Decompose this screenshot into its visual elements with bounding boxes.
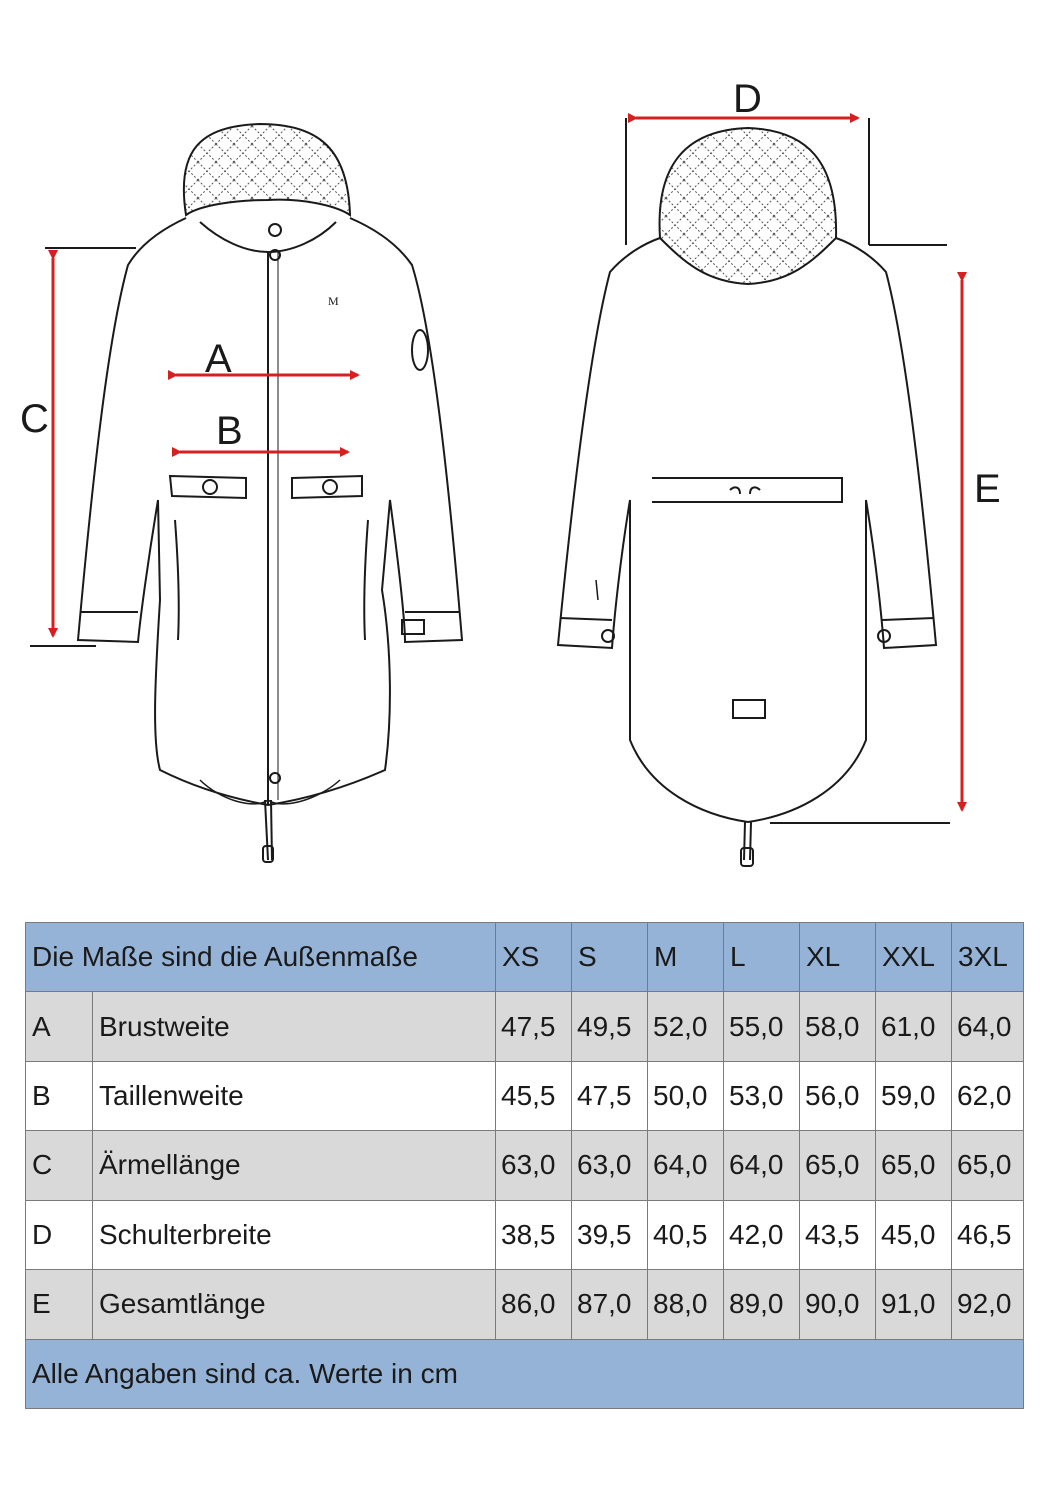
- back-view-parka: [558, 128, 936, 866]
- label-e: E: [974, 467, 1001, 511]
- row-code: A: [26, 992, 93, 1061]
- cell-value: 59,0: [876, 1061, 952, 1130]
- cell-value: 56,0: [800, 1061, 876, 1130]
- label-d: D: [733, 77, 762, 121]
- row-code: C: [26, 1131, 93, 1200]
- row-name: Ärmellänge: [93, 1131, 496, 1200]
- cell-value: 47,5: [496, 992, 572, 1061]
- row-code: E: [26, 1270, 93, 1339]
- cell-value: 92,0: [952, 1270, 1024, 1339]
- size-xxl: XXL: [876, 923, 952, 992]
- cell-value: 61,0: [876, 992, 952, 1061]
- cell-value: 55,0: [724, 992, 800, 1061]
- cell-value: 88,0: [648, 1270, 724, 1339]
- cell-value: 91,0: [876, 1270, 952, 1339]
- cell-value: 45,5: [496, 1061, 572, 1130]
- cell-value: 89,0: [724, 1270, 800, 1339]
- cell-value: 64,0: [724, 1131, 800, 1200]
- row-name: Gesamtlänge: [93, 1270, 496, 1339]
- front-body-outline: [78, 218, 462, 805]
- cell-value: 50,0: [648, 1061, 724, 1130]
- cell-value: 65,0: [952, 1131, 1024, 1200]
- size-header-row: [26, 923, 1024, 992]
- size-l: L: [724, 923, 800, 992]
- cell-value: 52,0: [648, 992, 724, 1061]
- cell-value: 65,0: [800, 1131, 876, 1200]
- cell-value: 90,0: [800, 1270, 876, 1339]
- footer-note: Alle Angaben sind ca. Werte in cm: [26, 1339, 1024, 1408]
- cell-value: 58,0: [800, 992, 876, 1061]
- size-xs: XS: [496, 923, 572, 992]
- footer-row: [26, 1339, 1024, 1408]
- cell-value: 64,0: [648, 1131, 724, 1200]
- row-name: Schulterbreite: [93, 1200, 496, 1269]
- svg-text:M: M: [328, 294, 339, 308]
- cell-value: 42,0: [724, 1200, 800, 1269]
- size-chart-table: [25, 922, 1024, 1409]
- label-a: A: [205, 337, 232, 381]
- front-hood: [184, 124, 350, 215]
- cell-value: 38,5: [496, 1200, 572, 1269]
- row-code: B: [26, 1061, 93, 1130]
- cell-value: 64,0: [952, 992, 1024, 1061]
- cell-value: 47,5: [572, 1061, 648, 1130]
- cell-value: 87,0: [572, 1270, 648, 1339]
- cell-value: 49,5: [572, 992, 648, 1061]
- cell-value: 39,5: [572, 1200, 648, 1269]
- table-row: [26, 1270, 1024, 1339]
- table-row: [26, 1061, 1024, 1130]
- cell-value: 46,5: [952, 1200, 1024, 1269]
- back-hood: [660, 128, 837, 284]
- cell-value: 86,0: [496, 1270, 572, 1339]
- cell-value: 43,5: [800, 1200, 876, 1269]
- header-label: Die Maße sind die Außenmaße: [26, 923, 496, 992]
- cell-value: 62,0: [952, 1061, 1024, 1130]
- table-row: [26, 1200, 1024, 1269]
- front-view-parka: [78, 124, 462, 862]
- table-row: [26, 1131, 1024, 1200]
- cell-value: 63,0: [496, 1131, 572, 1200]
- cell-value: 45,0: [876, 1200, 952, 1269]
- size-m: M: [648, 923, 724, 992]
- row-name: Taillenweite: [93, 1061, 496, 1130]
- size-3xl: 3XL: [952, 923, 1024, 992]
- cell-value: 40,5: [648, 1200, 724, 1269]
- size-s: S: [572, 923, 648, 992]
- label-b: B: [216, 409, 243, 453]
- size-xl: XL: [800, 923, 876, 992]
- cell-value: 63,0: [572, 1131, 648, 1200]
- row-code: D: [26, 1200, 93, 1269]
- cell-value: 65,0: [876, 1131, 952, 1200]
- row-name: Brustweite: [93, 992, 496, 1061]
- cell-value: 53,0: [724, 1061, 800, 1130]
- label-c: C: [20, 397, 49, 441]
- table-row: [26, 992, 1024, 1061]
- back-body-outline: [558, 238, 936, 822]
